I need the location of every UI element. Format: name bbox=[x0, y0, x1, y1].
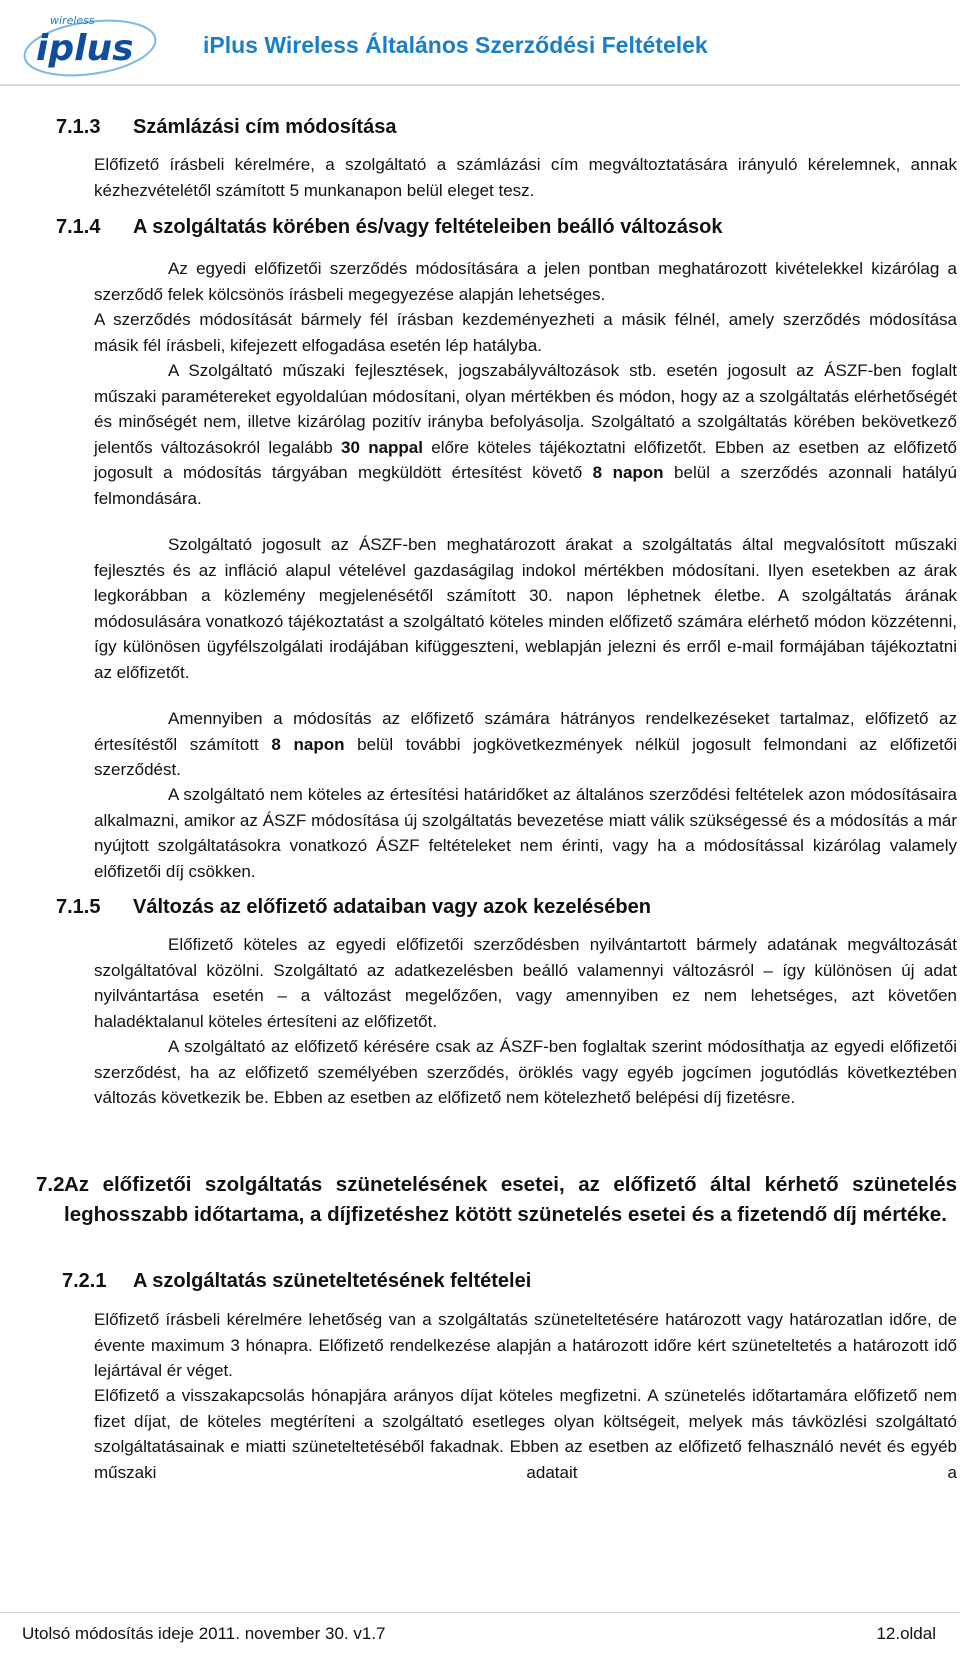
paragraph bbox=[94, 706, 957, 783]
emphasis: 8 napon bbox=[271, 734, 345, 754]
paragraph bbox=[94, 358, 957, 511]
emphasis: 30 nappal bbox=[340, 437, 423, 457]
paragraph: Előfizető írásbeli kérelmére lehetőség van a szolgáltatás szüneteltetésére határozott vagy határozatlan időre, de évente maximum 3 hónapra. Előfizető rendelkezése alapján a határozott időre kért szüneteltetés a határozott idő lejártával ér véget. bbox=[94, 1310, 957, 1380]
paragraph: A szolgáltató nem köteles az értesítési határidőket az általános szerződési feltételek azon módosításaira alkalmazni, amikor az ÁSZF módosítása új szolgáltatás bevezetése miatt válik szükségessé és a módosítás a már nyújtott szolgáltatásokra vonatkozó ÁSZF feltételeket nem érinti, vagy ha a módosítással kizárólag valamely előfizetői díj csökken. bbox=[94, 785, 957, 881]
section-title: Számlázási cím módosítása bbox=[133, 116, 397, 138]
section-number: 7.1.4 bbox=[56, 216, 101, 238]
paragraph: A szerződés módosítását bármely fél írásban kezdeményezheti a másik félnél, amely szerződés módosítása másik fél írásbeli, kifejezett elfogadása esetén lép hatályba. bbox=[94, 310, 957, 355]
header-divider bbox=[0, 84, 960, 86]
iplus-logo bbox=[22, 10, 162, 78]
paragraph: Előfizető írásbeli kérelmére, a szolgáltató a számlázási cím megváltoztatására irányuló kérelemnek, annak kézhezvételétől számított 5 munkanapon belül eleget tesz. bbox=[94, 155, 957, 200]
paragraph: Szolgáltató jogosult az ÁSZF-ben meghatározott árakat a szolgáltatás által megvalósított műszaki fejlesztés és az infláció alapul vételével gazdaságilag indokol mértékben módosítani. Ilyen esetekben az árak legkorábban a közlemény megjelenésétől számított 30. napon léphetnek életbe. A szolgáltatás árának módosulására vonatkozó tájékoztatást a szolgáltató köteles minden előfizető számára elérhető módon közzétenni, így különösen ügyfélszolgálati irodájában kifüggeszteni, weblapján jelezni és erről e-mail formájában tájékoztatni az előfizetőt. bbox=[94, 535, 957, 682]
section-number: 7.1.3 bbox=[56, 116, 101, 138]
section-title: Az előfizetői szolgáltatás szünetelésének esetei, az előfizető által kérhető szünetelés leghosszabb időtartama, a díjfizetéshez kötött szünetelés esetei és a fizetendő díj mértéke. bbox=[64, 1173, 957, 1226]
logo-small-text: wireless bbox=[50, 14, 95, 27]
section-title: A szolgáltatás szüneteltetésének feltételei bbox=[133, 1270, 532, 1292]
section-heading-7-1-3 bbox=[56, 116, 396, 139]
section-heading-7-2 bbox=[36, 1170, 957, 1230]
section-heading-7-2-1 bbox=[62, 1270, 531, 1293]
text-run: A Szolgáltató műszaki fejlesztések, jogszabályváltozások stb. esetén jogosult az ÁSZF-ben foglalt műszaki paramétereket egyoldalúan módosítani, olyan mértékben és módon, hogy az a szolgáltatás elérhetőségét és minőségét nem, illetve kizárólag pozitív irányba befolyásolja. Szolgáltató a szolgáltatás körében bekövetkező jelentős változásokról legalább bbox=[94, 361, 957, 457]
footer-divider bbox=[0, 1612, 960, 1613]
section-number: 7.2.1 bbox=[62, 1270, 107, 1292]
page-number: 12.oldal bbox=[876, 1624, 936, 1643]
section-heading-7-1-5 bbox=[56, 896, 651, 919]
section-number: 7.1.5 bbox=[56, 896, 101, 918]
page-header bbox=[0, 0, 960, 86]
section-title: Változás az előfizető adataiban vagy azok kezelésében bbox=[133, 896, 651, 918]
document-title: iPlus Wireless Általános Szerződési Feltételek bbox=[203, 32, 708, 58]
paragraph: Előfizető köteles az egyedi előfizetői szerződésben nyilvántartott bármely adatának megváltozását szolgáltatóval közölni. Szolgáltató az adatkezelésben beálló valamennyi változásról – így különösen új adat nyilvántartása esetén – a változást megelőzően, vagy amennyiben ez nem lehetséges, azt követően haladéktalanul köteles értesíteni az előfizetőt. bbox=[94, 935, 957, 1031]
logo-brand-text: iplus bbox=[36, 28, 134, 69]
text-run: belül a szerződés azonnali hatályú felmondására. bbox=[94, 463, 957, 508]
text-run: előre köteles tájékoztatni előfizetőt. Ebben az esetben az előfizető jogosult a módosítás tárgyában megküldött értesítést követő bbox=[94, 437, 957, 482]
paragraph: Az egyedi előfizetői szerződés módosítására a jelen pontban meghatározott kivételekkel kizárólag a szerződő felek kölcsönös írásbeli megegyezése alapján lehetséges. bbox=[94, 259, 957, 304]
text-run: Amennyiben a módosítás az előfizető számára hátrányos rendelkezéseket tartalmaz, előfizető az értesítéstől számított bbox=[94, 709, 957, 754]
text-run: belül további jogkövetkezmények nélkül jogosult felmondani az előfizetői szerződést. bbox=[94, 734, 958, 779]
paragraph: A szolgáltató az előfizető kérésére csak az ÁSZF-ben foglaltak szerint módosíthatja az egyedi előfizetői szerződést, ha az előfizető személyében szerződés, öröklés vagy egyéb jogcímen jogutódlás következtében változás következik be. Ebben az esetben az előfizető nem kötelezhető belépési díj fizetésre. bbox=[94, 1037, 957, 1107]
section-heading-7-1-4 bbox=[56, 216, 722, 239]
paragraph: Előfizető a visszakapcsolás hónapjára arányos díjat köteles megfizetni. A szünetelés időtartamára előfizető nem fizet díjat, de köteles megtéríteni a szolgáltató esetleges olyan költségeit, melyek más távközlési szolgáltató szolgáltatásainak e miatti szüneteltetéséből fakadnak. Ebben az esetben az előfizető felhasználó nevét és egyéb műszaki adatait a bbox=[94, 1386, 957, 1482]
section-number: 7.2 bbox=[36, 1173, 65, 1196]
emphasis: 8 napon bbox=[592, 463, 664, 482]
section-title: A szolgáltatás körében és/vagy feltételeiben beálló változások bbox=[133, 216, 723, 238]
footer-revision: Utolsó módosítás ideje 2011. november 30. v1.7 bbox=[22, 1624, 386, 1643]
